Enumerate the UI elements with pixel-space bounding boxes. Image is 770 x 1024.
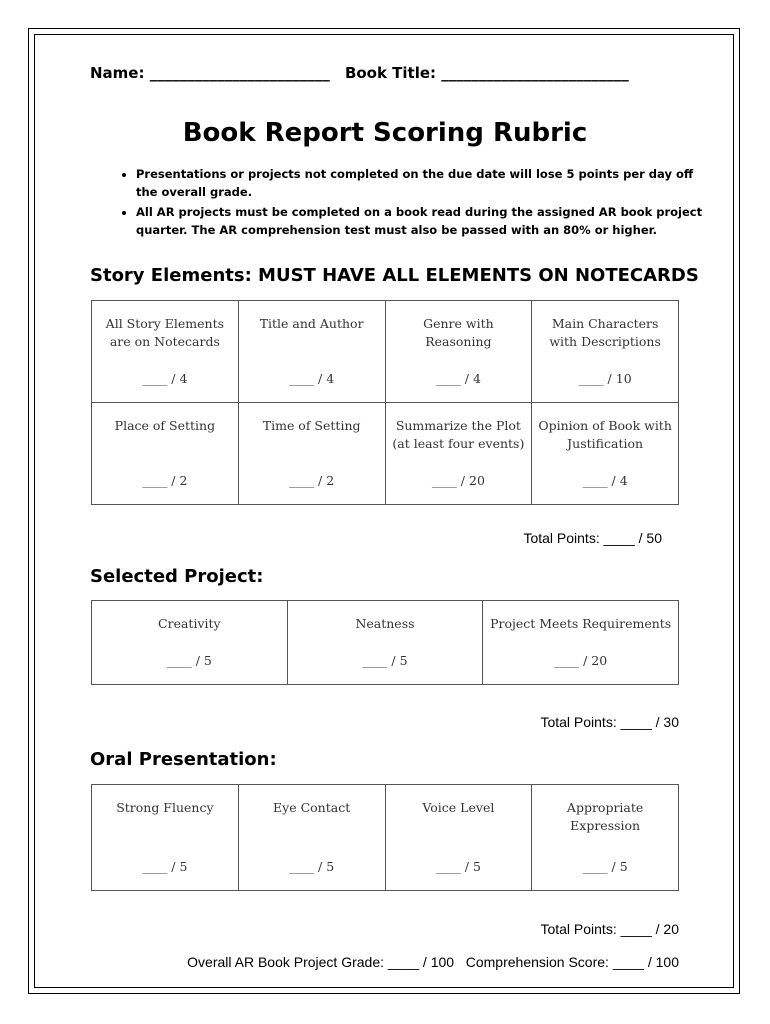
rubric-cell — [385, 301, 532, 403]
score-blank[interactable]: ____ / 5 — [582, 859, 628, 874]
cell-label: Creativity — [158, 616, 221, 631]
cell-label: Title and Author — [259, 316, 364, 331]
cell-label: Strong Fluency — [116, 800, 214, 815]
comprehension-score[interactable]: Comprehension Score: ____ / 100 — [465, 954, 679, 970]
rubric-cell — [92, 301, 239, 403]
oral-presentation-total: Total Points: ____ / 20 — [540, 921, 679, 937]
score-blank[interactable]: ____ / 2 — [142, 473, 188, 488]
cell-label: Summarize the Plot (at least four events) — [392, 418, 525, 451]
cell-label: Place of Setting — [114, 418, 216, 433]
oral-presentation-table — [91, 784, 679, 891]
selected-project-total: Total Points: ____ / 30 — [540, 714, 679, 730]
cell-label: Voice Level — [422, 800, 495, 815]
cell-label: Main Characters with Descriptions — [549, 316, 661, 349]
rules-list — [112, 166, 711, 242]
score-blank[interactable]: ____ / 20 — [431, 473, 485, 488]
rubric-cell — [238, 301, 385, 403]
rubric-cell — [532, 403, 679, 505]
rubric-cell — [238, 403, 385, 505]
oral-presentation-heading: Oral Presentation: — [90, 749, 277, 770]
score-blank[interactable]: ____ / 4 — [435, 371, 481, 386]
rubric-cell — [287, 601, 483, 685]
name-field[interactable]: Name: ________________________ — [90, 64, 330, 82]
rubric-cell — [92, 403, 239, 505]
cell-label: Appropriate Expression — [566, 800, 644, 833]
cell-label: Time of Setting — [262, 418, 361, 433]
story-elements-heading: Story Elements: MUST HAVE ALL ELEMENTS ON NOTECARDS — [90, 265, 699, 286]
score-blank[interactable]: ____ / 4 — [289, 371, 335, 386]
score-blank[interactable]: ____ / 4 — [142, 371, 188, 386]
rubric-cell — [238, 785, 385, 891]
selected-project-heading: Selected Project: — [90, 566, 264, 587]
rule-item: • All AR projects must be completed on a book read during the assigned AR book project quarter. The AR comprehension test must also be passed with an 80% or higher. — [136, 204, 711, 239]
cell-label: Eye Contact — [273, 800, 351, 815]
rubric-cell — [483, 601, 679, 685]
rule-item: • Presentations or projects not completed on the due date will lose 5 points per day off the overall grade. — [136, 166, 711, 201]
page-title: Book Report Scoring Rubric — [182, 118, 588, 148]
overall-grade[interactable]: Overall AR Book Project Grade: ____ / 100 — [187, 954, 455, 970]
score-blank[interactable]: ____ / 5 — [166, 653, 212, 668]
selected-project-table — [91, 600, 679, 685]
score-blank[interactable]: ____ / 4 — [582, 473, 628, 488]
rubric-cell — [385, 403, 532, 505]
rubric-cell — [532, 301, 679, 403]
cell-label: All Story Elements are on Notecards — [105, 316, 225, 349]
book-title-field[interactable]: Book Title: _________________________ — [344, 64, 629, 82]
score-blank[interactable]: ____ / 5 — [362, 653, 408, 668]
score-blank[interactable]: ____ / 5 — [142, 859, 188, 874]
story-elements-total: Total Points: ____ / 50 — [523, 530, 662, 546]
cell-label: Project Meets Requirements — [490, 616, 672, 631]
story-elements-table — [91, 300, 679, 505]
score-blank[interactable]: ____ / 2 — [289, 473, 335, 488]
footer-grades — [187, 954, 679, 970]
score-blank[interactable]: ____ / 20 — [554, 653, 608, 668]
header-fields — [90, 64, 639, 82]
score-blank[interactable]: ____ / 10 — [578, 371, 632, 386]
cell-label: Opinion of Book with Justification — [538, 418, 672, 451]
score-blank[interactable]: ____ / 5 — [289, 859, 335, 874]
cell-label: Neatness — [355, 616, 415, 631]
score-blank[interactable]: ____ / 5 — [435, 859, 481, 874]
rubric-cell — [532, 785, 679, 891]
rubric-cell — [92, 785, 239, 891]
rubric-cell — [385, 785, 532, 891]
rubric-cell — [92, 601, 288, 685]
cell-label: Genre with Reasoning — [423, 316, 494, 349]
